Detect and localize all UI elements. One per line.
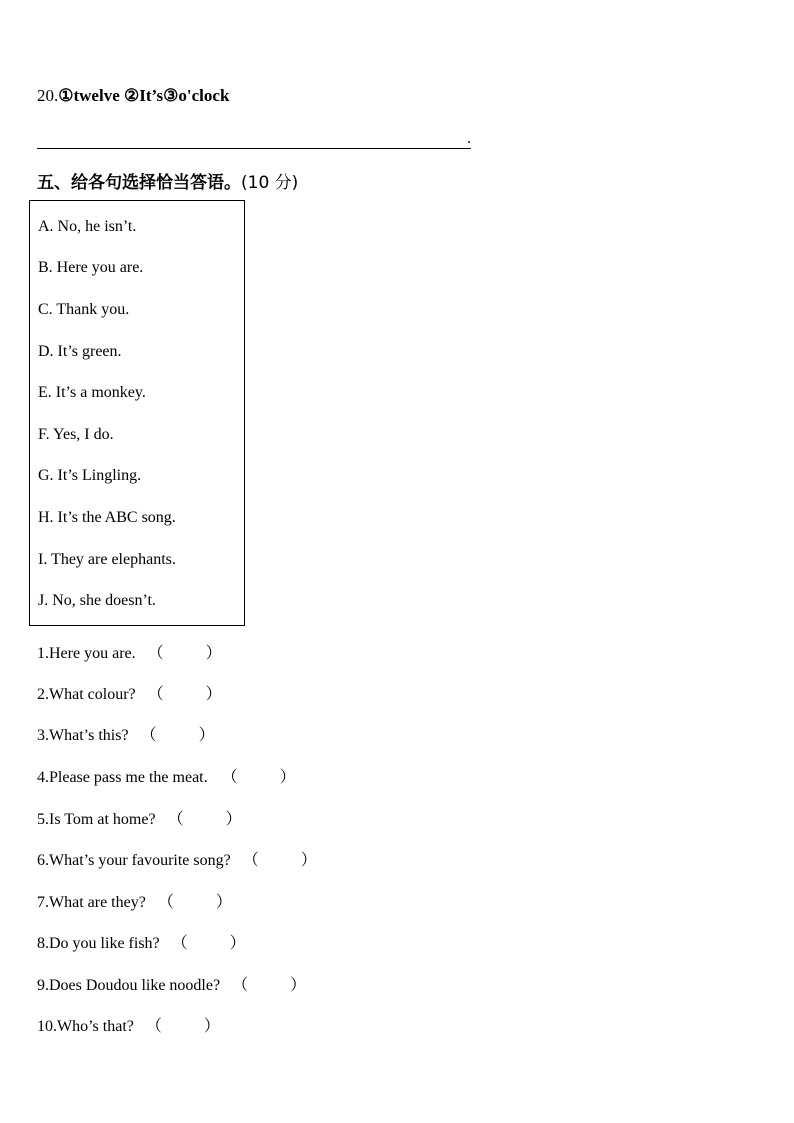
question-8: [37, 930, 246, 953]
answer-paren-open: （: [242, 852, 259, 869]
answer-paren-open: （: [171, 935, 188, 952]
option-j: J. No, she doesn’t.: [38, 592, 156, 609]
answer-paren-close: ）: [198, 727, 215, 744]
section-title: [37, 168, 298, 193]
question-1-text: 1.Here you are.: [37, 645, 136, 662]
option-b: B. Here you are.: [38, 259, 144, 276]
question-2-text: 2.What colour?: [37, 686, 136, 703]
answer-paren-close: ）: [203, 1018, 220, 1035]
question-20: [37, 86, 229, 106]
question-4-text: 4.Please pass me the meat.: [37, 769, 208, 786]
answer-paren-close: ）: [225, 811, 242, 828]
answer-paren-open: （: [221, 769, 238, 786]
option-i: I. They are elephants.: [38, 551, 176, 568]
question-2: [37, 681, 222, 704]
option-c: C. Thank you.: [38, 301, 130, 318]
question-10: [37, 1013, 220, 1036]
answer-line[interactable]: [37, 148, 471, 149]
option-d: D. It’s green.: [38, 343, 122, 360]
question-1: [37, 640, 222, 663]
answer-paren-open: （: [147, 686, 164, 703]
option-g: G. It’s Lingling.: [38, 467, 142, 484]
question-7: [37, 889, 232, 912]
question-10-text: 10.Who’s that?: [37, 1018, 134, 1035]
answer-paren-close: ）: [229, 935, 246, 952]
question-20-part-1: ①twelve: [58, 86, 120, 105]
answer-line-period: .: [467, 130, 471, 147]
answer-paren-open: （: [140, 727, 157, 744]
question-20-number: 20.: [37, 86, 59, 105]
option-e: E. It’s a monkey.: [38, 384, 146, 401]
question-6: [37, 847, 317, 870]
answer-paren-close: ）: [215, 894, 232, 911]
option-a: A. No, he isn’t.: [38, 218, 137, 235]
answer-paren-open: （: [167, 811, 184, 828]
answer-paren-open: （: [157, 894, 174, 911]
question-5: [37, 806, 242, 829]
question-5-text: 5.Is Tom at home?: [37, 811, 156, 828]
question-3-text: 3.What’s this?: [37, 727, 129, 744]
answer-paren-close: ）: [279, 769, 296, 786]
answer-paren-close: ）: [290, 977, 307, 994]
answer-paren-close: ）: [205, 645, 222, 662]
option-f: F. Yes, I do.: [38, 426, 114, 443]
section-points: (10 分): [241, 173, 299, 193]
question-3: [37, 722, 215, 745]
question-8-text: 8.Do you like fish?: [37, 935, 160, 952]
answer-paren-open: （: [145, 1018, 162, 1035]
question-6-text: 6.What’s your favourite song?: [37, 852, 231, 869]
option-h: H. It’s the ABC song.: [38, 509, 176, 526]
question-7-text: 7.What are they?: [37, 894, 146, 911]
section-title-text: 五、给各句选择恰当答语。: [37, 173, 241, 193]
answer-paren-close: ）: [205, 686, 222, 703]
question-9-text: 9.Does Doudou like noodle?: [37, 977, 221, 994]
answer-paren-close: ）: [300, 852, 317, 869]
question-20-part-2: ②It’s: [124, 86, 164, 105]
answer-paren-open: （: [232, 977, 249, 994]
question-20-part-3: ③o'clock: [163, 86, 230, 105]
answer-paren-open: （: [147, 645, 164, 662]
question-9: [37, 972, 306, 995]
question-4: [37, 764, 296, 787]
